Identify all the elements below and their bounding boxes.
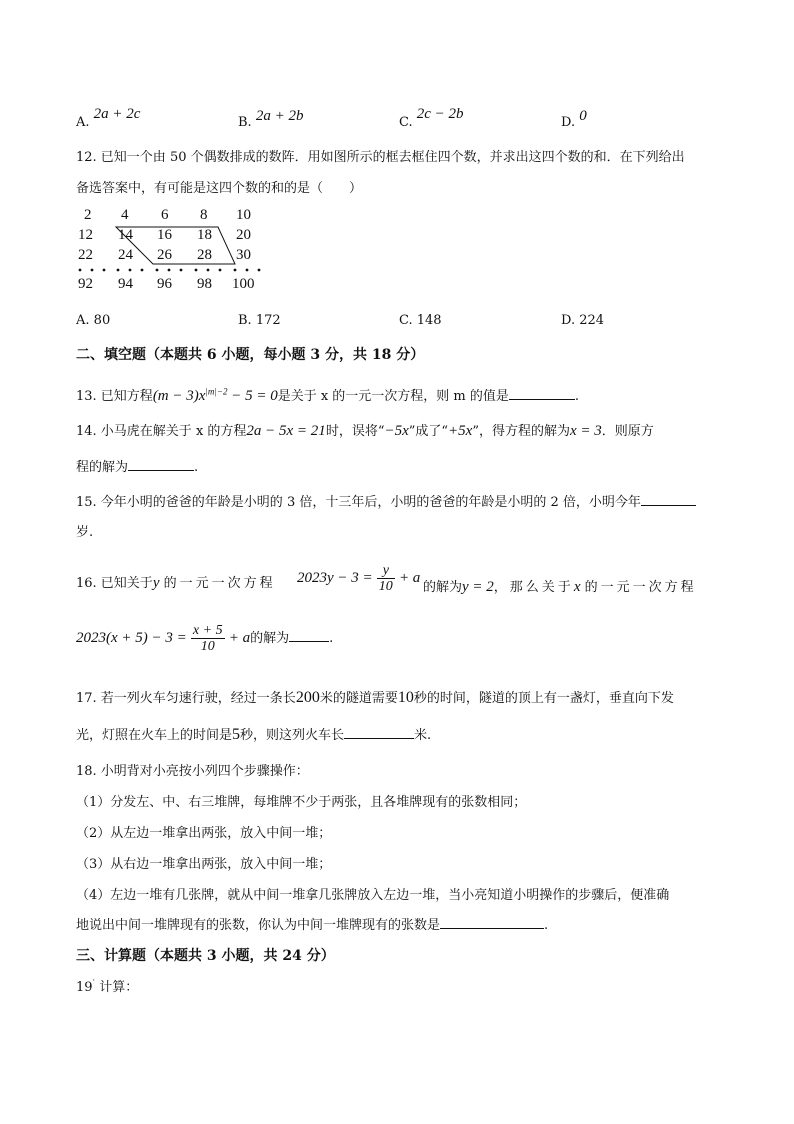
numerator: y xyxy=(377,563,395,579)
grid-cell: 20 xyxy=(236,227,251,243)
q11-option-d xyxy=(561,108,587,131)
option-label: A. xyxy=(76,115,90,130)
q17-text: 秒，则这列火车长 xyxy=(240,728,345,743)
q16-eq-right: + a xyxy=(398,570,421,586)
grid-cell: 30 xyxy=(236,247,251,263)
q12-option-d xyxy=(561,313,604,328)
option-label: C. xyxy=(399,115,413,130)
q18-step-2: （2）从左边一堆拿出两张，放入中间一堆； xyxy=(76,826,332,841)
q13-equation-rest: − 5 = 0 xyxy=(227,388,278,404)
q16-fraction1 xyxy=(377,563,395,594)
q19-number: 19 xyxy=(76,980,93,995)
q16-text: 的解为 xyxy=(250,631,290,646)
q17-text: 秒的时间，隧道的顶上有一盏灯，垂直向下发 xyxy=(413,691,674,706)
grid-cell: 6 xyxy=(161,207,169,223)
q14-line1 xyxy=(76,420,654,440)
q14-text: ”，得方程的解为 xyxy=(472,424,570,439)
q14-text: ”成了“ xyxy=(408,424,449,439)
grid-cell: 8 xyxy=(200,207,208,223)
q14-text: ．则原方 xyxy=(601,424,654,439)
grid-cell: 98 xyxy=(197,276,212,292)
q16-equation1 xyxy=(297,563,420,594)
option-value: 172 xyxy=(255,313,281,328)
period: . xyxy=(194,460,199,475)
answer-blank[interactable] xyxy=(289,629,329,642)
section-title-fill-in: 二、填空题（本题共 6 小题，每小题 3 分，共 18 分） xyxy=(76,347,425,363)
q13-text-post: 是关于 x 的一元一次方程，则 m 的值是 xyxy=(277,389,509,404)
grid-cell: 100 xyxy=(232,276,255,292)
q14-text: 14. 小马虎在解关于 x 的方程 xyxy=(76,424,247,439)
q15-line1 xyxy=(76,491,696,510)
denominator: 10 xyxy=(200,639,215,654)
option-value: 0 xyxy=(579,108,587,124)
parallelogram-frame xyxy=(0,0,300,300)
section-title-calculation: 三、计算题（本题共 3 小题，共 24 分） xyxy=(76,948,335,964)
q14-line2 xyxy=(76,456,198,475)
q17-number: 5 xyxy=(232,726,241,743)
q17-line2 xyxy=(76,724,431,744)
q17-number: 200 xyxy=(295,689,320,706)
answer-blank[interactable] xyxy=(509,387,575,400)
option-label: C. xyxy=(399,313,413,328)
q13-text: 13. 已知方程 xyxy=(76,389,153,404)
grid-cell: 10 xyxy=(236,207,251,223)
grid-cell: 2 xyxy=(84,207,92,223)
q16-text: ，那么关于 xyxy=(493,580,574,595)
q14-solution: x = 3 xyxy=(569,423,602,439)
q12-option-c xyxy=(399,313,442,328)
q19-text: 计算： xyxy=(99,980,139,995)
q16-line1-cont xyxy=(423,576,697,596)
period: . xyxy=(574,389,580,404)
q16-line2 xyxy=(76,623,333,654)
q14-text: 程的解为 xyxy=(76,460,129,475)
q13-equation: (m − 3)x xyxy=(152,388,206,404)
q12-line1: 12. 已知一个由 50 个偶数排成的数阵．用如图所示的框去框住四个数，并求出这四个数的和．在下列给出 xyxy=(76,150,685,165)
grid-cell: 22 xyxy=(78,247,93,263)
q16-text: 的解为 xyxy=(423,580,463,595)
q19: 19· 计算： xyxy=(76,976,139,995)
q18-step-4: （4）左边一堆有几张牌，就从中间一堆拿几张牌放入左边一堆，当小亮知道小明操作的步骤后，便准确 xyxy=(76,888,670,903)
q15-line2: 岁. xyxy=(76,525,94,540)
grid-cell: 26 xyxy=(157,247,172,263)
q11-option-c xyxy=(399,106,464,131)
option-value: 148 xyxy=(416,313,442,328)
option-label: D. xyxy=(561,115,576,130)
option-value: 224 xyxy=(579,313,605,328)
grid-cell: 28 xyxy=(197,247,212,263)
q16-text: 的一元一次方程 xyxy=(584,580,697,595)
q15-text: 15. 今年小明的爸爸的年龄是小明的 3 倍，十三年后，小明的爸爸的年龄是小明的 2 倍，小明今年 xyxy=(76,495,641,510)
q16-eq-left: 2023y − 3 = xyxy=(297,570,373,586)
grid-cell: 12 xyxy=(78,227,93,243)
q17-text: 米的隧道需要 xyxy=(319,691,398,706)
q16-eq2-left: 2023(x + 5) − 3 = xyxy=(76,630,187,646)
grid-cell: 14 xyxy=(118,227,133,243)
answer-blank[interactable] xyxy=(128,458,194,471)
option-label: D. xyxy=(561,313,576,328)
option-value: 2c − 2b xyxy=(416,106,464,122)
ellipsis-dots xyxy=(79,269,261,272)
numerator: x + 5 xyxy=(192,623,223,638)
q14-text: 时，误将“ xyxy=(325,424,385,439)
q17-text: 光，灯照在火车上的时间是 xyxy=(76,728,233,743)
q14-equation: 2a − 5x = 21 xyxy=(246,423,326,439)
q17-line1 xyxy=(76,687,674,707)
option-label: B. xyxy=(238,313,252,328)
answer-blank[interactable] xyxy=(641,493,696,506)
q16-variable: y xyxy=(152,575,160,591)
q17-text: 米. xyxy=(414,728,432,743)
q17-number: 10 xyxy=(397,689,414,706)
grid-cell: 4 xyxy=(121,207,129,223)
q18-intro: 18. 小明背对小亮按小列四个步骤操作： xyxy=(76,764,309,779)
q17-text: 17. 若一列火车匀速行驶，经过一条长 xyxy=(76,691,296,706)
q16-fraction2 xyxy=(191,623,225,654)
q18-step-1: （1）分发左、中、右三堆牌，每堆牌不少于两张，且各堆牌现有的张数相同； xyxy=(76,795,527,810)
option-value: 2a + 2b xyxy=(255,108,304,124)
q14-wrong-term: −5x xyxy=(384,423,409,439)
grid-cell: 18 xyxy=(197,227,212,243)
q14-mistaken-term: +5x xyxy=(448,423,473,439)
q18-last-line xyxy=(76,914,548,933)
period: . xyxy=(544,918,549,933)
q18-step-3: （3）从右边一堆拿出两张，放入中间一堆； xyxy=(76,857,332,872)
denominator: 10 xyxy=(378,579,393,594)
option-label: B. xyxy=(238,115,252,130)
grid-cell: 24 xyxy=(118,247,133,263)
option-label: A. xyxy=(76,313,90,328)
q16-text: 16. 已知关于 xyxy=(76,576,153,591)
answer-blank[interactable] xyxy=(344,726,414,739)
q16-line1 xyxy=(76,572,276,592)
q13-exponent: |m|−2 xyxy=(205,386,228,397)
period: . xyxy=(329,631,334,646)
grid-cell: 16 xyxy=(157,227,172,243)
q12-option-a xyxy=(76,313,110,328)
grid-cell: 92 xyxy=(78,276,93,292)
q16-solution: y = 2 xyxy=(462,579,494,595)
grid-cell: 96 xyxy=(157,276,172,292)
q12-line2: 备选答案中，有可能是这四个数的和的是（ ） xyxy=(76,181,363,196)
option-value: 2a + 2c xyxy=(93,106,141,122)
grid-cell: 94 xyxy=(118,276,133,292)
q12-option-b xyxy=(238,313,281,328)
q16-variable: x xyxy=(573,579,581,595)
q18-text: 地说出中间一堆牌现有的张数，你认为中间一堆牌现有的张数是 xyxy=(76,918,441,933)
option-value: 80 xyxy=(93,313,111,328)
q16-eq2-right: + a xyxy=(228,630,251,646)
answer-blank[interactable] xyxy=(440,916,544,929)
q16-text: 的一元一次方程 xyxy=(163,576,276,591)
q13 xyxy=(76,385,579,405)
